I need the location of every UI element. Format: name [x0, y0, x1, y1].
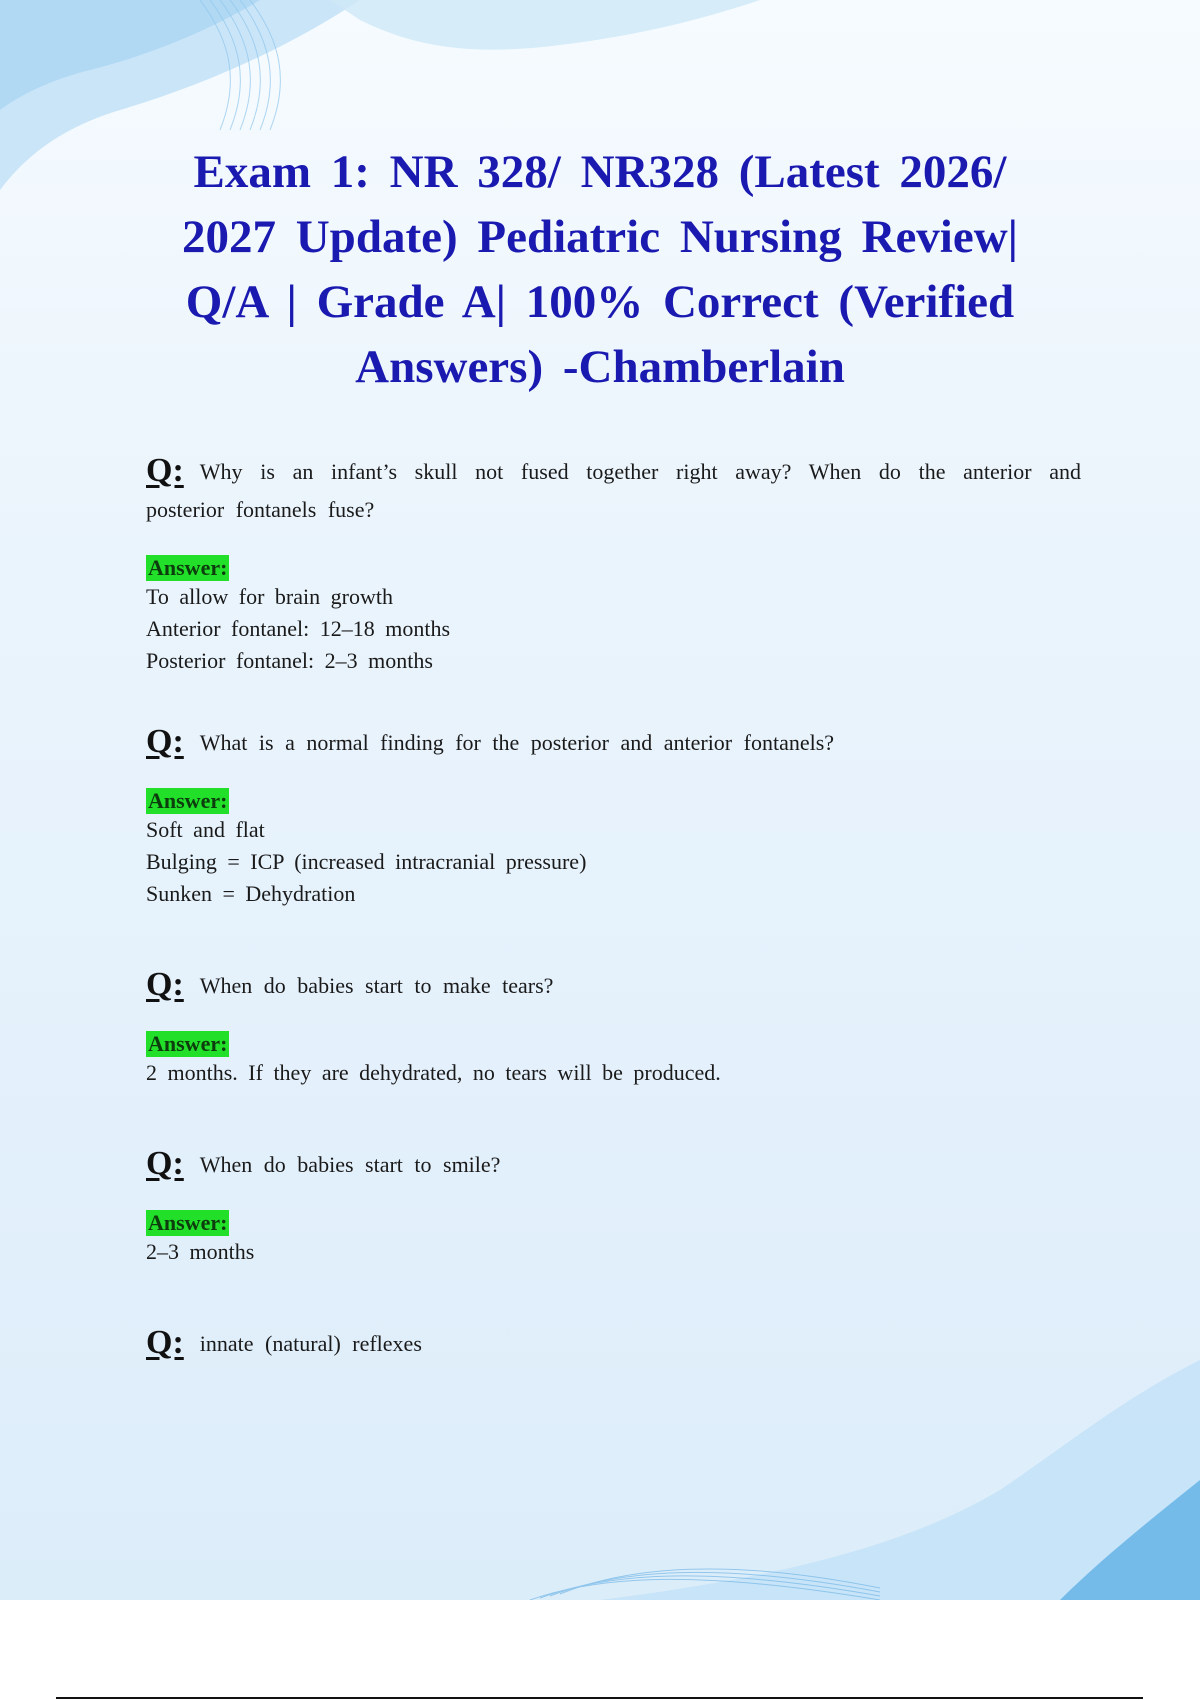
question [146, 452, 1081, 529]
question-label: Q: [146, 1324, 184, 1361]
answer-text [146, 814, 1081, 910]
answer-text [146, 1236, 1081, 1268]
answer-label: Answer: [148, 555, 228, 580]
document-title: Exam 1: NR 328/ NR328 (Latest 2026/ 2027 Update) Pediatric Nursing Review| Q/A | Grade A| 100% Correct (Verified Answers) -Chamberlain [181, 146, 1019, 393]
question-text: innate (natural) reflexes [199, 1331, 422, 1356]
qa-item [146, 966, 1081, 1089]
answer-line: Soft and flat [146, 817, 265, 842]
qa-item [146, 1145, 1081, 1268]
question [146, 966, 1081, 1005]
question [146, 1145, 1081, 1184]
question [146, 1324, 1081, 1363]
answer-text [146, 1057, 1081, 1089]
qa-item [146, 1324, 1081, 1363]
answer-line: To allow for brain growth [146, 584, 393, 609]
qa-item [146, 452, 1081, 677]
question-text: When do babies start to make tears? [199, 973, 554, 998]
answer-line: 2 months. If they are dehydrated, no tears will be produced. [146, 1060, 721, 1085]
qa-item [146, 723, 1081, 910]
question-label: Q: [146, 723, 184, 760]
answer-label: Answer: [148, 788, 228, 813]
qa-list [146, 452, 1081, 1363]
question-label: Q: [146, 1145, 184, 1182]
question-label: Q: [146, 966, 184, 1003]
answer-line: Sunken = Dehydration [146, 881, 356, 906]
answer-line: Anterior fontanel: 12–18 months [146, 616, 451, 641]
answer-line: Posterior fontanel: 2–3 months [146, 648, 433, 673]
answer-text [146, 581, 1081, 677]
footer-divider [56, 1697, 1143, 1699]
answer-label: Answer: [148, 1031, 228, 1056]
answer-line: Bulging = ICP (increased intracranial pressure) [146, 849, 587, 874]
question-label: Q: [146, 452, 184, 489]
question [146, 723, 1081, 762]
question-text: When do babies start to smile? [199, 1152, 501, 1177]
question-text: Why is an infant’s skull not fused together right away? When do the anterior and posterior fontanels fuse? [146, 459, 1081, 522]
answer-label: Answer: [148, 1210, 228, 1235]
question-text: What is a normal finding for the posterior and anterior fontanels? [199, 730, 835, 755]
answer-line: 2–3 months [146, 1239, 255, 1264]
